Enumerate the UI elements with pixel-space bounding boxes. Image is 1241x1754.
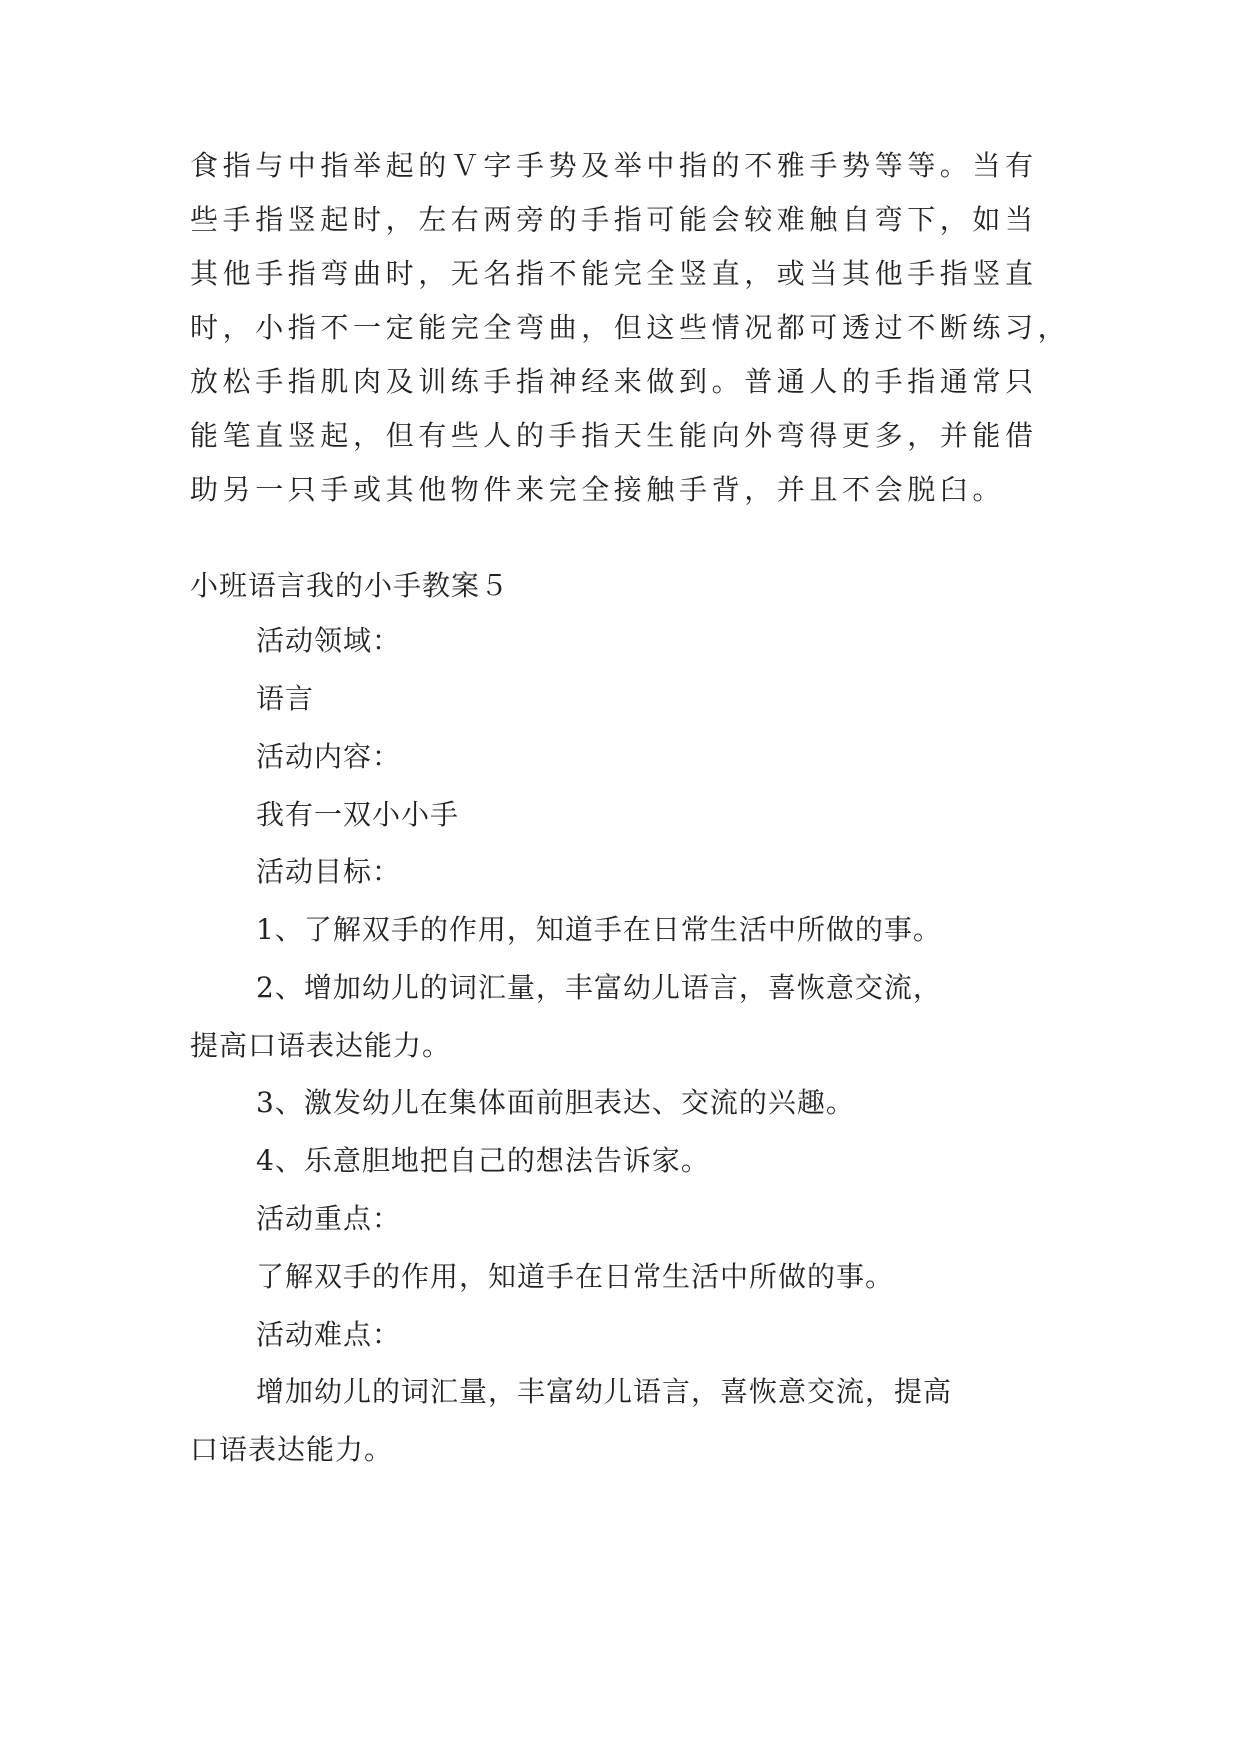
goal-item: 2、增加幼儿的词汇量，丰富幼儿语言，喜恢意交流， — [256, 971, 942, 1004]
paragraph-line: 能笔直竖起，但有些人的手指天生能向外弯得更多，并能借 — [190, 419, 1038, 452]
goal-item-continuation: 提高口语表达能力。 — [190, 1029, 452, 1062]
field-value-difficulty-continuation: 口语表达能力。 — [190, 1433, 394, 1466]
goal-item: 3、激发幼儿在集体面前胆表达、交流的兴趣。 — [256, 1086, 855, 1119]
field-label-content: 活动内容： — [256, 740, 402, 773]
field-value-key: 了解双手的作用，知道手在日常生活中所做的事。 — [256, 1260, 895, 1293]
field-label-key: 活动重点： — [256, 1202, 402, 1235]
paragraph-line: 助另一只手或其他物件来完全接触手背，并且不会脱臼。 — [190, 473, 1006, 506]
field-label-domain: 活动领域： — [256, 624, 402, 657]
paragraph-line: 放松手指肌肉及训练手指神经来做到。普通人的手指通常只 — [190, 365, 1038, 398]
paragraph-line: 其他手指弯曲时，无名指不能完全竖直，或当其他手指竖直 — [190, 257, 1038, 290]
field-value-difficulty: 增加幼儿的词汇量，丰富幼儿语言，喜恢意交流，提高 — [256, 1375, 953, 1408]
field-label-goals: 活动目标： — [256, 855, 402, 888]
section-title: 小班语言我的小手教案５ — [190, 569, 510, 602]
paragraph-line: 些手指竖起时，左右两旁的手指可能会较难触自弯下，如当 — [190, 203, 1038, 236]
paragraph-line: 食指与中指举起的Ｖ字手势及举中指的不雅手势等等。当有 — [190, 149, 1038, 182]
goal-item: 4、乐意胆地把自己的想法告诉家。 — [256, 1144, 710, 1177]
field-value-domain: 语言 — [256, 682, 315, 715]
field-value-content: 我有一双小小手 — [256, 798, 460, 831]
field-label-difficulty: 活动难点： — [256, 1318, 402, 1351]
goal-item: 1、了解双手的作用，知道手在日常生活中所做的事。 — [256, 913, 942, 946]
paragraph-line: 时，小指不一定能完全弯曲，但这些情况都可透过不断练习， — [190, 311, 1071, 344]
